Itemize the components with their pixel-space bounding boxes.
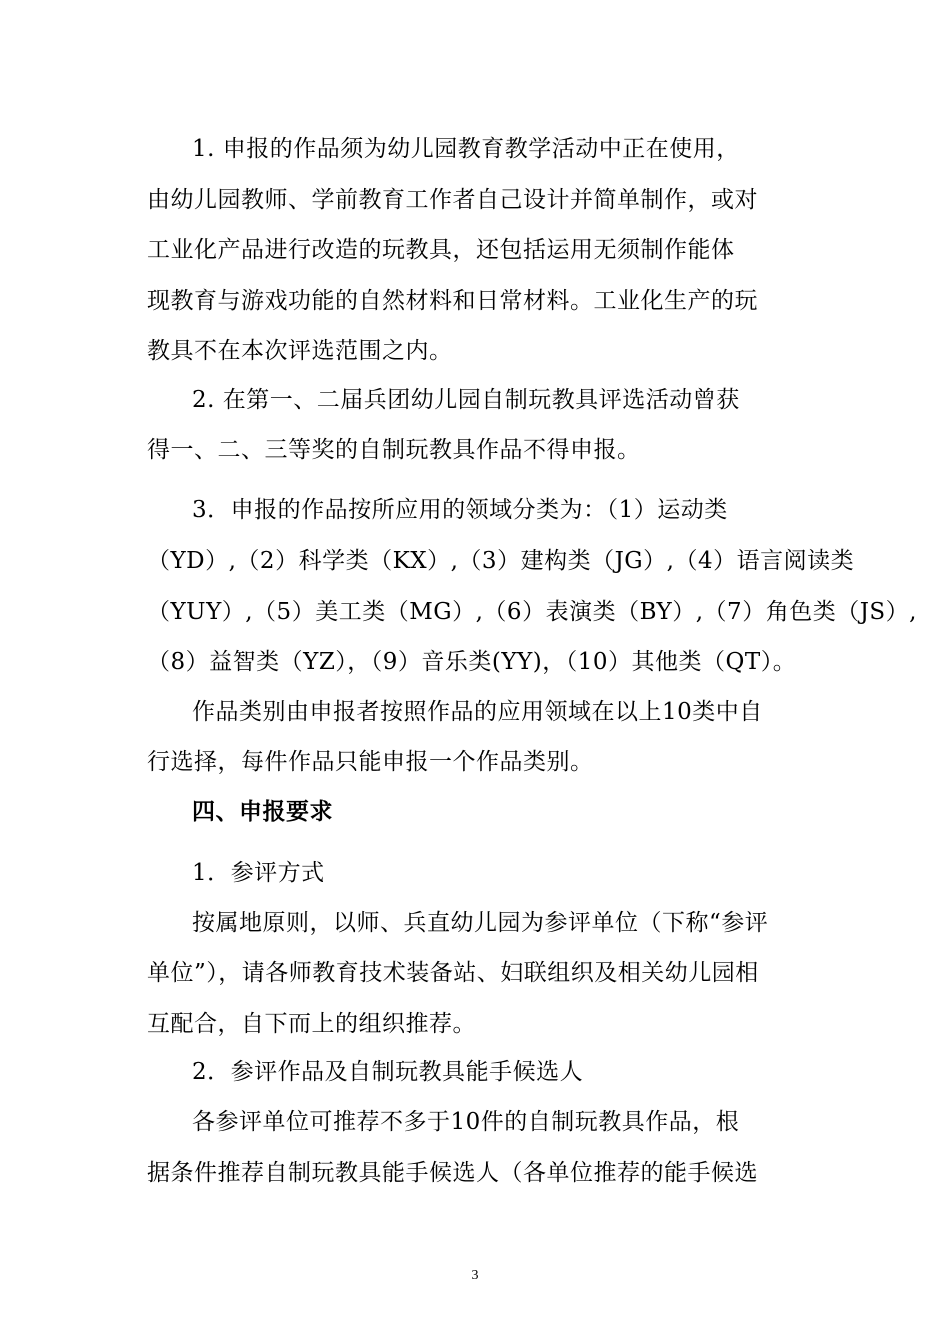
text-line: 据条件推荐自制玩教具能手候选人（各单位推荐的能手候选 bbox=[147, 1160, 758, 1186]
text-line: （YUY）,（5）美工类（MG）,（6）表演类（BY）,（7）角色类（JS）, bbox=[147, 599, 917, 625]
section-heading: 四、申报要求 bbox=[192, 798, 333, 825]
text-line: 教具不在本次评选范围之内。 bbox=[147, 338, 453, 364]
page-number: 3 bbox=[471, 1268, 479, 1283]
text-line: 单位”），请各师教育技术装备站、妇联组织及相关幼儿园相 bbox=[147, 960, 759, 986]
subheading: 2．参评作品及自制玩教具能手候选人 bbox=[192, 1059, 584, 1085]
text-line: 2. 在第一、二届兵团幼儿园自制玩教具评选活动曾获 bbox=[192, 387, 740, 413]
text-line: 得一、二、三等奖的自制玩教具作品不得申报。 bbox=[147, 437, 641, 463]
text-line: 现教育与游戏功能的自然材料和日常材料。工业化生产的玩 bbox=[147, 288, 758, 314]
text-line: 由幼儿园教师、学前教育工作者自己设计并简单制作，或对 bbox=[147, 187, 758, 213]
text-line: 按属地原则，以师、兵直幼儿园为参评单位（下称“参评 bbox=[192, 910, 769, 936]
text-line: 工业化产品进行改造的玩教具，还包括运用无须制作能体 bbox=[147, 237, 735, 263]
text-line: 3．申报的作品按所应用的领域分类为：（1）运动类 bbox=[192, 497, 728, 523]
text-line: 各参评单位可推荐不多于10件的自制玩教具作品，根 bbox=[192, 1109, 740, 1135]
subheading: 1．参评方式 bbox=[192, 860, 325, 886]
text-line: 作品类别由申报者按照作品的应用领域在以上10类中自 bbox=[192, 699, 763, 725]
text-line: 行选择，每件作品只能申报一个作品类别。 bbox=[147, 749, 594, 775]
text-line: （YD）,（2）科学类（KX）,（3）建构类（JG）,（4）语言阅读类 bbox=[147, 548, 855, 574]
text-line: 1. 申报的作品须为幼儿园教育教学活动中正在使用， bbox=[192, 136, 740, 162]
text-line: （8）益智类（YZ），（9）音乐类(YY)，（10）其他类（QT）。 bbox=[147, 649, 797, 675]
text-line: 互配合，自下而上的组织推荐。 bbox=[147, 1011, 476, 1037]
